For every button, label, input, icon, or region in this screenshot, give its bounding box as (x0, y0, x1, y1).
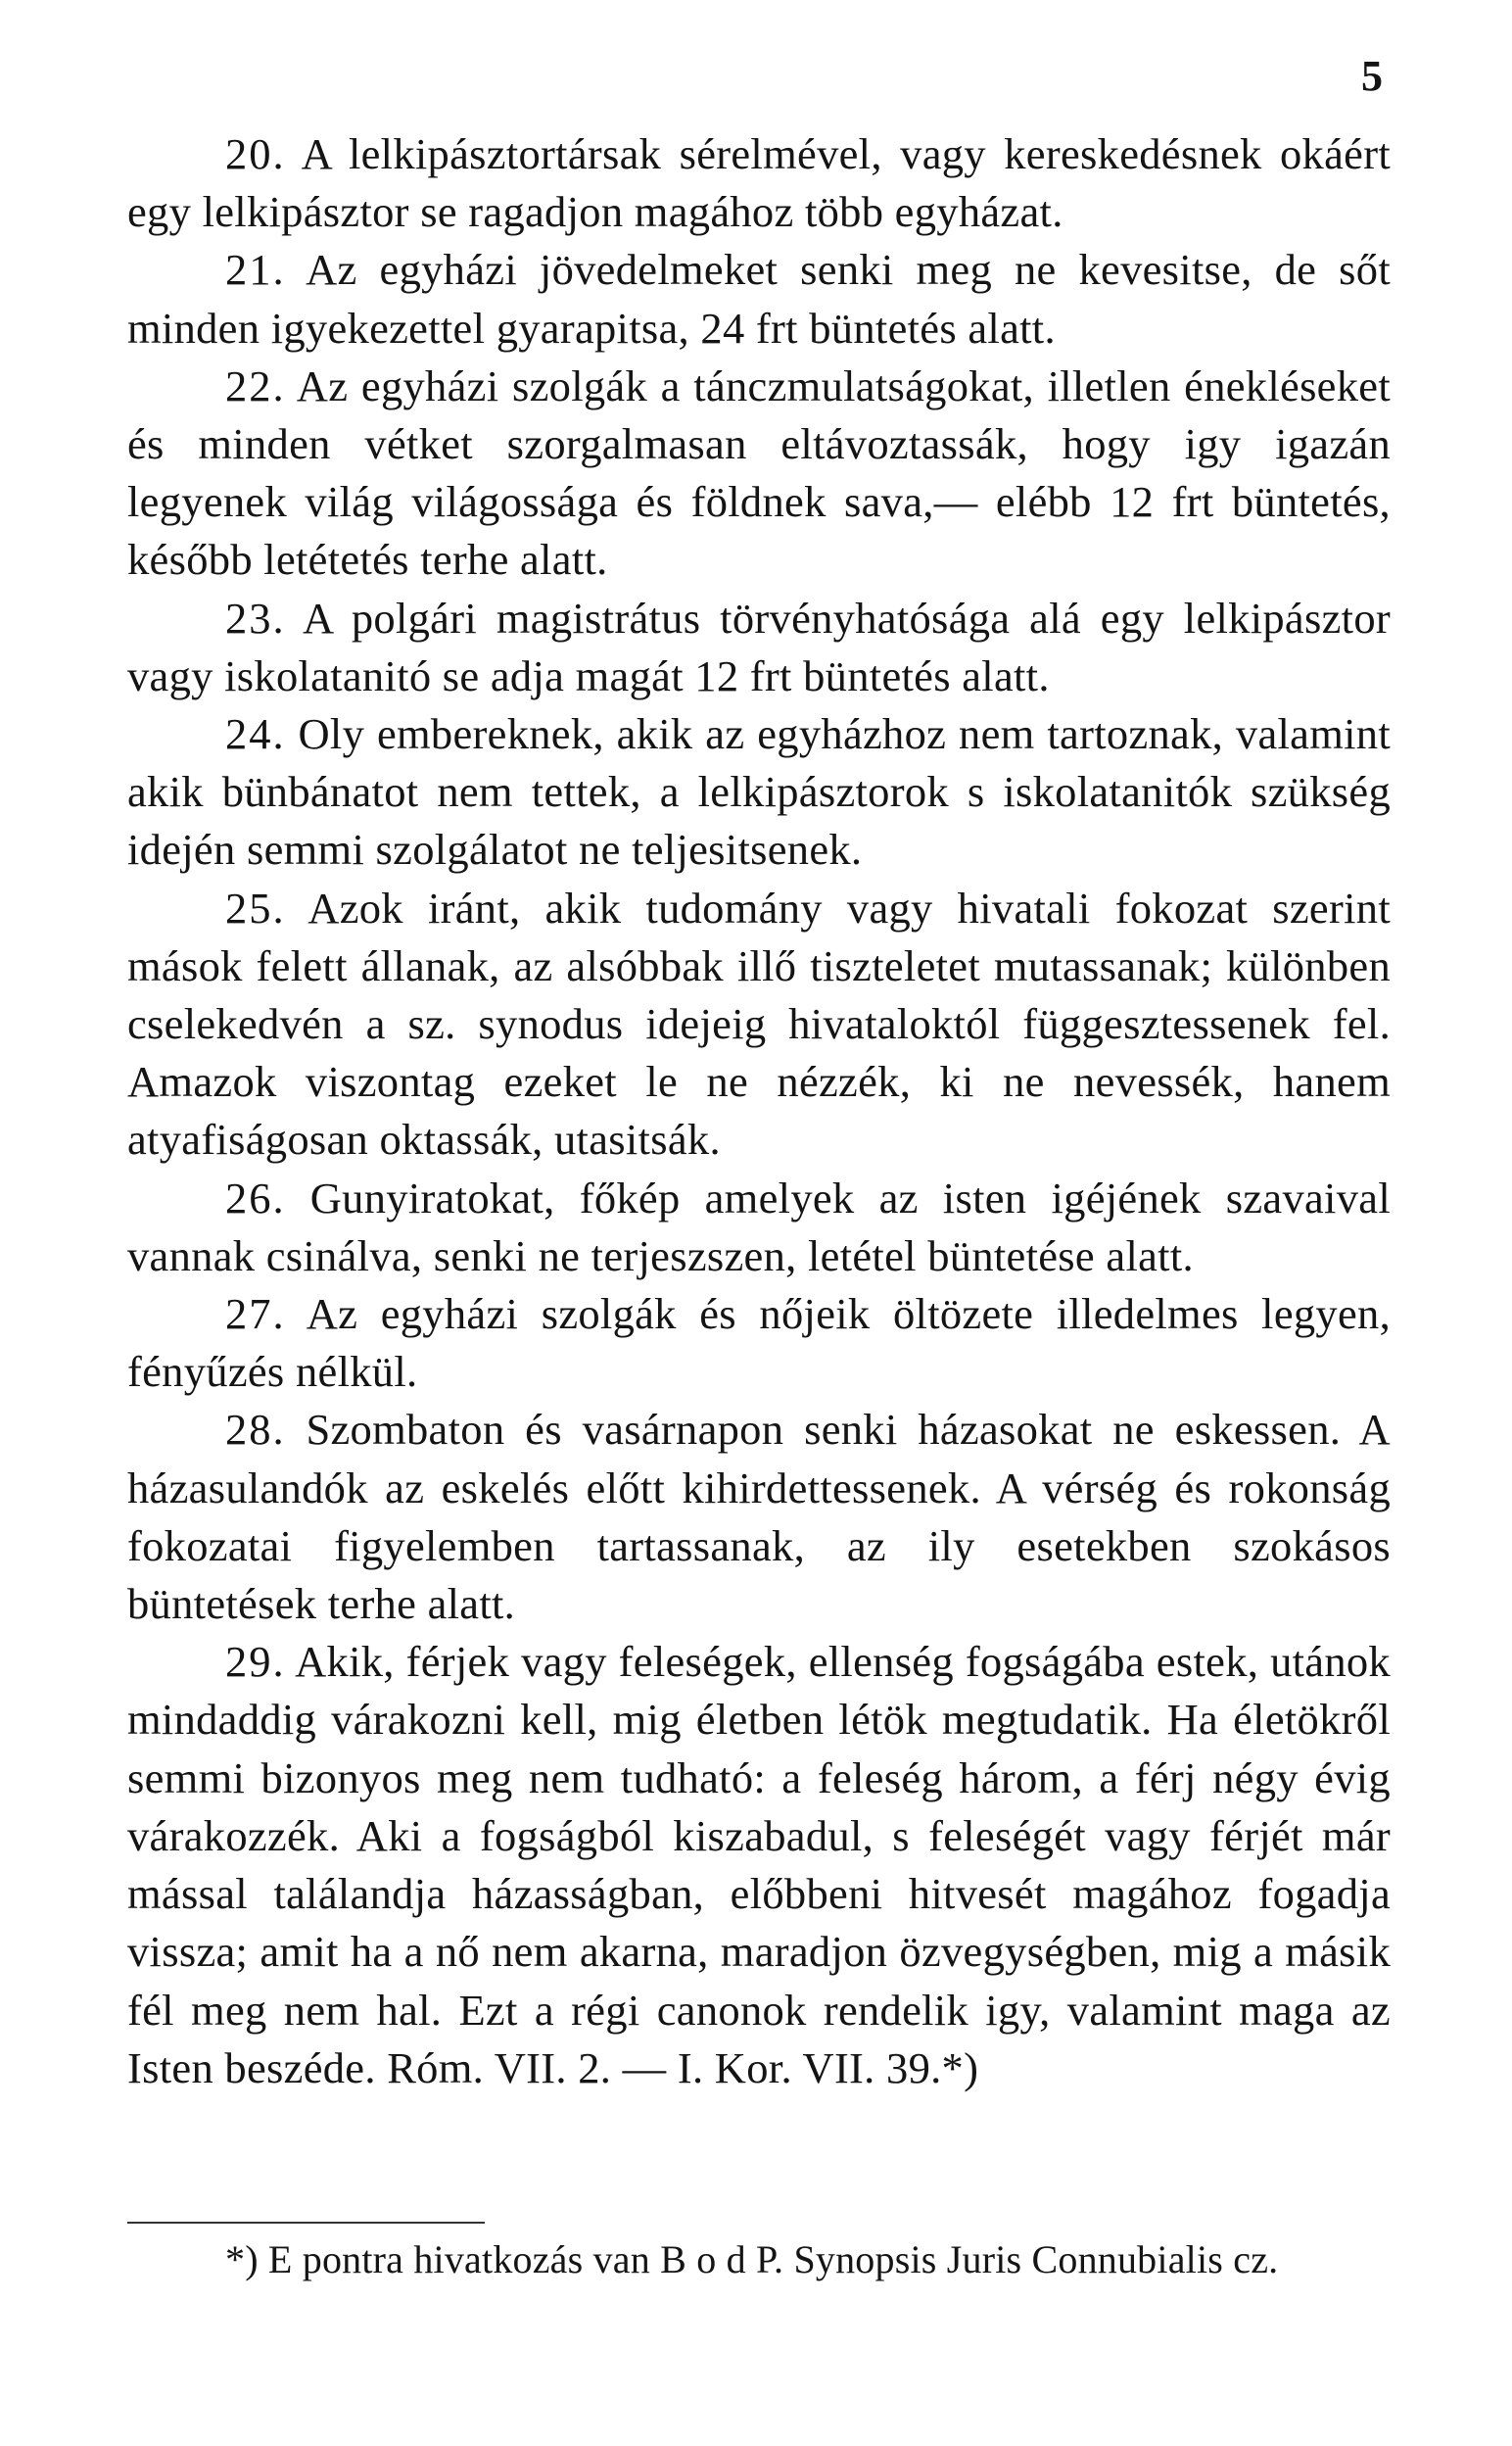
paragraph-text: Az egyházi jövedelmeket senki meg ne kevesitse, de sőt minden igyekezettel gyarapitsa, 24 frt büntetés alatt. (127, 245, 1391, 353)
paragraph-text: A lelkipásztortársak sérelmével, vagy kereskedésnek okáért egy lelkipásztor se ragadjon magához több egyházat. (127, 129, 1391, 237)
paragraph-text: A polgári magistrátus törvényhatósága alá egy lelkipásztor vagy iskolatanitó se adja magát 12 frt büntetés alatt. (127, 593, 1391, 700)
paragraph-number: 23. (225, 593, 286, 643)
paragraph-text: Gunyiratokat, főkép amelyek az isten igéjének szavaival vannak csinálva, senki ne terjeszszen, letétel büntetése alatt. (127, 1173, 1391, 1280)
paragraph-number: 21. (225, 245, 286, 295)
paragraph-number: 27. (225, 1289, 286, 1339)
paragraph-number: 24. (225, 709, 286, 759)
paragraph-number: 25. (225, 883, 286, 933)
paragraph-23 (127, 590, 1391, 705)
paragraph-number: 22. (225, 360, 286, 410)
paragraph-21 (127, 241, 1391, 357)
paragraph-text: Szombaton és vasárnapon senki házasokat ne eskessen. A házasulandók az eskelés előtt kihirdettessenek. A vérség és rokonság fokozatai figyelemben tartassanak, az ily esetekben szokásos büntetések terhe alatt. (127, 1405, 1391, 1629)
page-number: 5 (1361, 52, 1383, 100)
paragraph-number: 26. (225, 1173, 286, 1223)
paragraph-text: Az egyházi szolgák és nőjeik öltözete illedelmes legyen, fényűzés nélkül. (127, 1289, 1391, 1397)
footnote-divider (127, 2222, 485, 2224)
paragraph-26 (127, 1170, 1391, 1285)
paragraph-29 (127, 1633, 1391, 2097)
paragraph-27 (127, 1285, 1391, 1401)
paragraph-text: Az egyházi szolgák a tánczmulatságokat, illetlen énekléseket és minden vétket szorgalmasan eltávoztassák, hogy igy igazán legyenek világ világossága és földnek sava,— elébb 12 frt büntetés, később letétetés terhe alatt. (127, 360, 1391, 585)
main-text (127, 125, 1391, 2097)
paragraph-text: Azok iránt, akik tudomány vagy hivatali fokozat szerint mások felett állanak, az alsóbbak illő tiszteletet mutassanak; különben cselekedvén a sz. synodus idejeig hivataloktól függesztessenek fel. Amazok viszontag ezeket le ne nézzék, ki ne nevessék, hanem atyafiságosan oktassák, utasitsák. (127, 883, 1391, 1165)
paragraph-text: Oly embereknek, akik az egyházhoz nem tartoznak, valamint akik bünbánatot nem tettek, a lelkipásztorok s iskolatanitók szükség idején semmi szolgálatot ne teljesitsenek. (127, 709, 1391, 875)
paragraph-22 (127, 358, 1391, 590)
paragraph-number: 29. (225, 1637, 286, 1687)
paragraph-25 (127, 880, 1391, 1170)
footnote: *) E pontra hivatkozás van B o d P. Synopsis Juris Connubialis cz. (225, 2237, 1279, 2281)
paragraph-28 (127, 1401, 1391, 1633)
paragraph-number: 20. (225, 129, 286, 178)
paragraph-number: 28. (225, 1405, 286, 1455)
paragraph-text: Akik, férjek vagy feleségek, ellenség fogságába estek, utánok mindaddig várakozni kell, mig életben létök megtudatik. Ha életökről semmi bizonyos meg nem tudható: a feleség három, a férj négy évig várakozzék. Aki a fogságból kiszabadul, s feleségét vagy férjét már mással találandja házasságban, előbbeni hitvesét magához fogadja vissza; amit ha a nő nem akarna, maradjon özvegységben, mig a másik fél meg nem hal. Ezt a régi canonok rendelik igy, valamint maga az Isten beszéde. Róm. VII. 2. — I. Kor. VII. 39.*) (127, 1637, 1391, 2092)
paragraph-20 (127, 125, 1391, 241)
paragraph-24 (127, 705, 1391, 880)
